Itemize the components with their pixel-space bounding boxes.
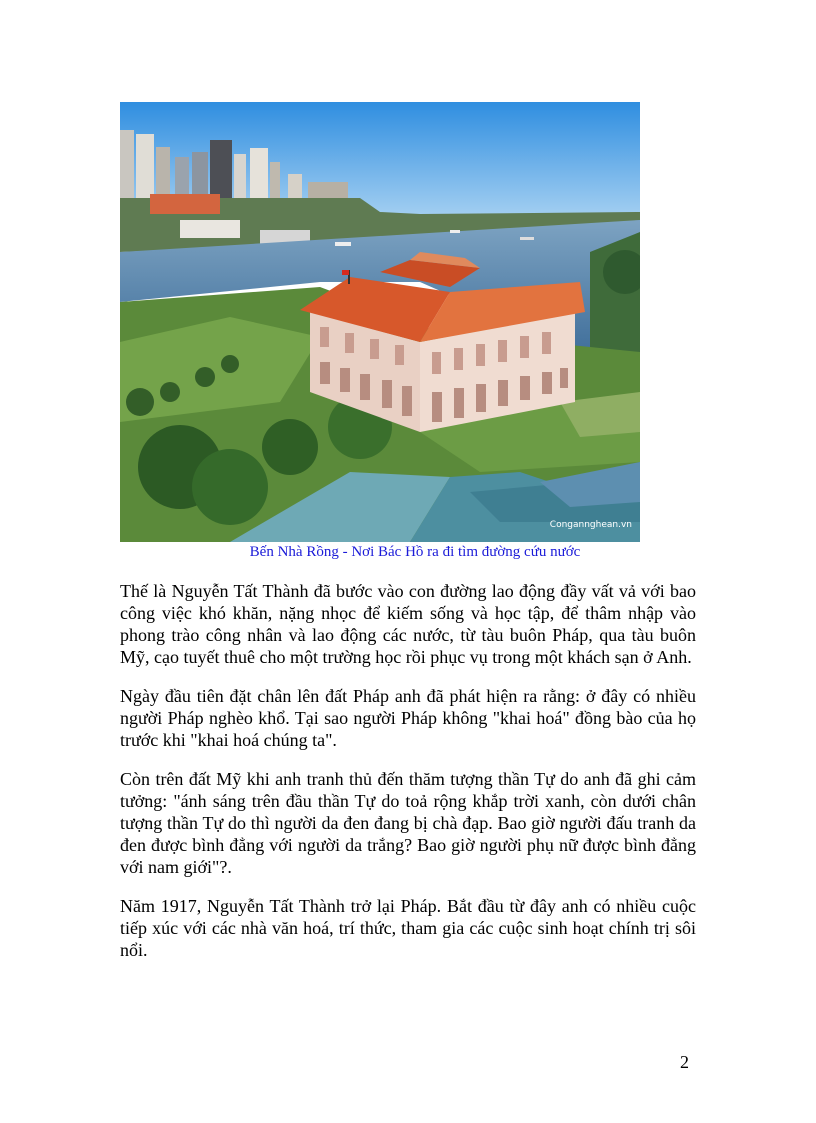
caption-text: Bến Nhà Rồng - Nơi Bác Hồ ra đi tìm đường cứu nước bbox=[249, 544, 581, 560]
paragraph-2: Ngày đầu tiên đặt chân lên đất Pháp anh đã phát hiện ra rằng: ở đây có nhiều người Pháp nghèo khổ. Tại sao người Pháp không "khai hoá" đồng bào của họ trước khi "khai hoá chúng ta". bbox=[120, 686, 696, 750]
photo-watermark: Congannghean.vn bbox=[549, 520, 632, 530]
photo-caption bbox=[120, 544, 720, 561]
paragraph-3: Còn trên đất Mỹ khi anh tranh thủ đến thăm tượng thần Tự do anh đã ghi cảm tưởng: "ánh sáng trên đầu thần Tự do toả rộng khắp trời xanh, còn dưới chân tượng thần Tự do thì người da đen đang bị chà đạp. Bao giờ người đấu tranh da đen được bình đẳng với người da trắng? Bao giờ người phụ nữ được bình đẳng với nam giới"?. bbox=[120, 769, 696, 877]
nha-rong-wharf-photo bbox=[120, 102, 640, 542]
article-body bbox=[120, 580, 696, 978]
paragraph-1: Thế là Nguyễn Tất Thành đã bước vào con đường lao động đầy vất vả với bao công việc khó khăn, nặng nhọc để kiếm sống và học tập, để thâm nhập vào phong trào công nhân và lao động các nước, từ tàu buôn Pháp, qua tàu buôn Mỹ, cạo tuyết thuê cho một trường học rồi phục vụ trong một khách sạn ở Anh. bbox=[120, 581, 696, 667]
page-number: 2 bbox=[680, 1052, 689, 1072]
paragraph-4: Năm 1917, Nguyễn Tất Thành trở lại Pháp. Bắt đầu từ đây anh có nhiều cuộc tiếp xúc với các nhà văn hoá, trí thức, tham gia các cuộc sinh hoạt chính trị sôi nổi. bbox=[120, 896, 696, 960]
